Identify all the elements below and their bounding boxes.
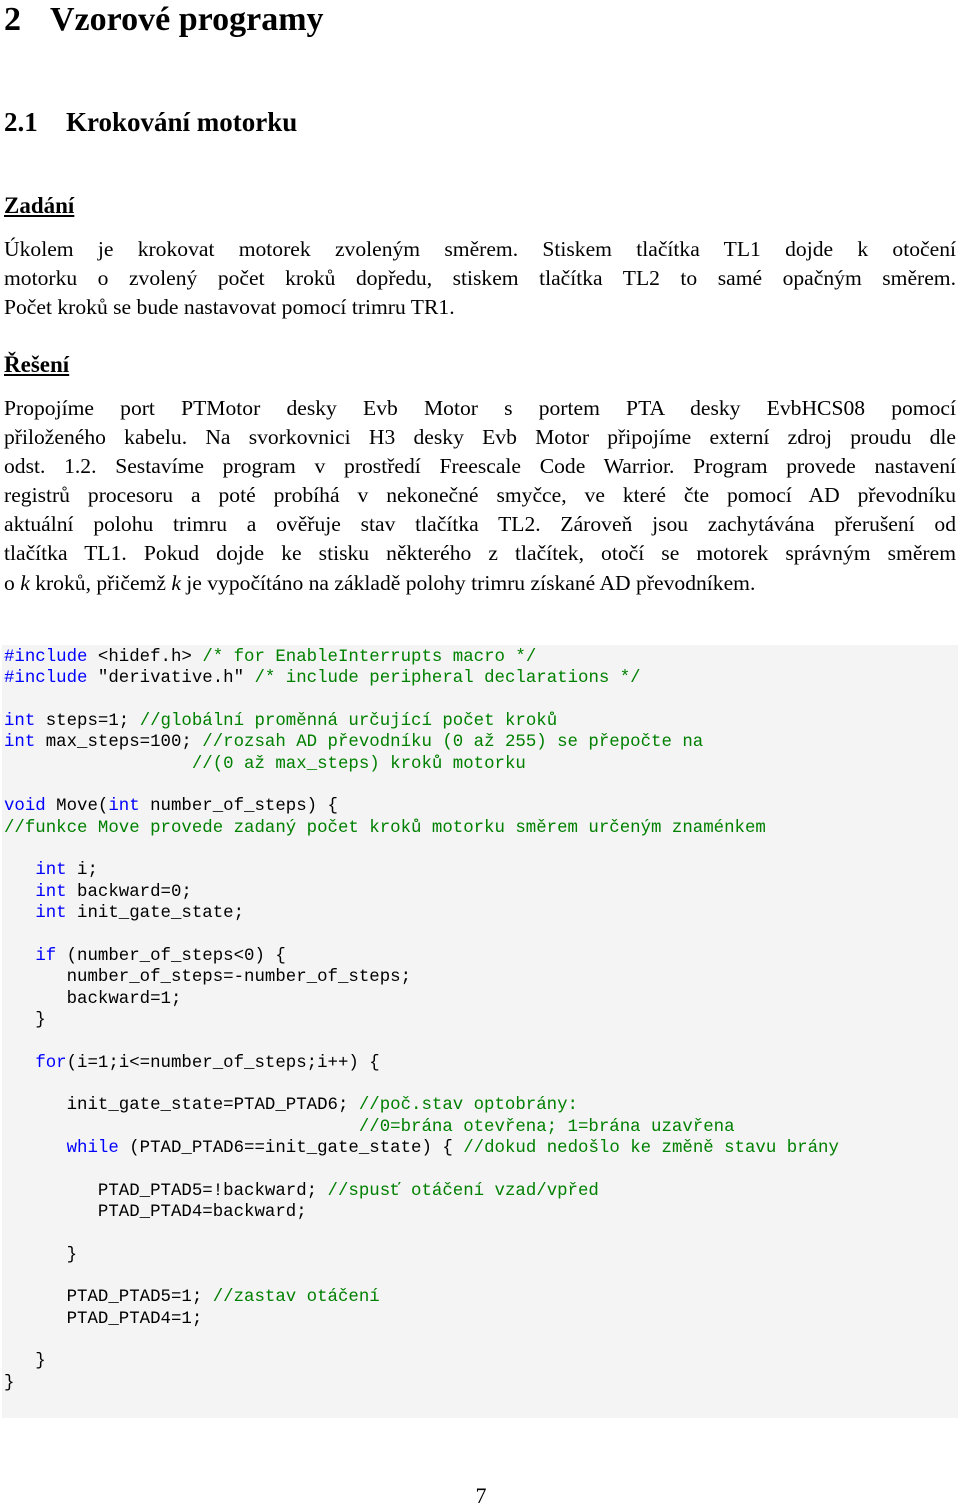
code-line [4,818,839,839]
code-line [4,647,839,668]
code-keyword: int [35,904,67,924]
chapter-number: 2 [4,1,21,38]
code-line [4,1181,839,1202]
code-listing [4,647,839,1394]
code-comment: //0=brána otevřena; 1=brána uzavřena [358,1117,735,1137]
code-line [4,1330,839,1351]
code-line [4,690,839,711]
code-keyword: int [108,797,140,817]
code-comment: //funkce Move provede zadaný počet kroků motorku směrem určeným znaménkem [4,818,766,838]
code-keyword: for [35,1053,67,1073]
code-comment: //dokud nedošlo ke změně stavu brány [463,1138,839,1158]
solution-line: aktuální polohu trimru a ověřuje stav tlačítka TL2. Zároveň jsou zachytávána přerušení od [4,512,956,537]
code-line [4,1095,839,1116]
code-text: backward=0; [66,882,192,902]
code-keyword: void [4,797,46,817]
solution-text: je vypočítáno na základě polohy trimru získané AD převodníkem. [180,570,756,595]
assignment-line: Úkolem je krokovat motorek zvoleným směrem. Stiskem tlačítka TL1 dojde k otočení [4,237,956,261]
code-text: PTAD_PTAD4=1; [4,1309,203,1329]
assignment-line: Počet kroků se bude nastavovat pomocí trimru TR1. [4,295,455,320]
solution-line: Propojíme port PTMotor desky Evb Motor s portem PTA desky EvbHCS08 pomocí [4,396,956,420]
solution-text: kroků, přičemž [29,570,172,595]
section-number: 2.1 [4,107,38,137]
code-keyword: #include [4,669,88,689]
solution-line: tlačítka TL1. Pokud dojde ke stisku některého z tlačítek, otočí se motorek správným směrem [4,541,956,566]
code-line [4,1245,839,1266]
code-line [4,1031,839,1052]
code-text [4,1139,67,1158]
code-line [4,732,839,753]
page-number: 7 [475,1483,487,1508]
code-line [4,668,839,689]
variable-k: k [20,570,30,595]
code-text [4,1118,359,1137]
code-line [4,796,839,817]
code-comment: //spusť otáčení vzad/vpřed [327,1181,599,1201]
code-text: max_steps=100; [35,733,203,753]
solution-heading: Řešení [4,352,70,377]
code-line [4,1287,839,1308]
code-line [4,1010,839,1031]
code-text [4,1054,35,1073]
code-line [4,1351,839,1372]
code-comment: //globální proměnná určující počet kroků [139,712,558,732]
code-keyword: int [35,861,67,881]
code-text: (i=1;i<=number_of_steps;i++) { [66,1053,380,1073]
code-text: init_gate_state=PTAD_PTAD6; [4,1096,359,1116]
code-line [4,1373,839,1394]
code-text: } [4,1352,46,1372]
code-text: } [4,1373,15,1393]
code-line [4,924,839,945]
code-text: } [4,1245,78,1265]
code-text: backward=1; [4,989,182,1009]
solution-text: o [4,570,21,595]
solution-line: přiloženého kabelu. Na svorkovnici H3 desky Evb Motor připojíme externí zdroj proudu dle [4,425,956,450]
code-text: number_of_steps) { [139,797,338,817]
assignment-line: motorku o zvolený počet kroků dopředu, stiskem tlačítka TL2 to samé opačným směrem. [4,266,956,291]
solution-line: registrů procesoru a poté probíhá v nekonečné smyčce, ve které čte pomocí AD převodníku [4,483,956,508]
code-text: "derivative.h" [87,669,255,689]
chapter-title: Vzorové programy [50,1,324,38]
code-line [4,989,839,1010]
code-line [4,711,839,732]
code-text [4,755,192,774]
code-keyword: int [4,733,36,753]
code-line [4,1309,839,1330]
code-line [4,1223,839,1244]
code-text: init_gate_state; [66,904,245,924]
section-heading [4,104,297,140]
code-line [4,1202,839,1223]
code-keyword: int [4,712,36,732]
code-line [4,903,839,924]
variable-k: k [171,570,181,595]
code-line [4,1138,839,1159]
code-comment: //rozsah AD převodníku (0 až 255) se přepočte na [202,733,704,753]
code-comment: /* include peripheral declarations */ [254,669,641,689]
code-line [4,1159,839,1180]
code-text [4,861,35,880]
code-keyword: while [66,1138,119,1158]
code-line [4,1053,839,1074]
code-text: <hidef.h> [87,648,203,667]
code-text: i; [66,861,98,881]
assignment-heading: Zadání [4,193,75,218]
code-keyword: #include [4,648,88,667]
assignment-paragraph [4,235,956,322]
code-text: number_of_steps=-number_of_steps; [4,968,412,988]
code-comment: //(0 až max_steps) kroků motorku [191,754,526,774]
code-line [4,882,839,903]
code-keyword: if [35,946,57,966]
code-comment: //poč.stav optobrány: [358,1096,578,1116]
code-text: steps=1; [35,712,140,732]
code-line [4,967,839,988]
code-keyword: int [35,882,67,902]
code-comment: /* for EnableInterrupts macro */ [202,648,537,667]
code-line [4,775,839,796]
solution-line-last [4,569,956,598]
code-line [4,946,839,967]
code-text: (PTAD_PTAD6==init_gate_state) { [118,1138,464,1158]
code-line [4,754,839,775]
code-text: PTAD_PTAD5=!backward; [4,1181,328,1201]
code-text [4,904,35,923]
solution-line: odst. 1.2. Sestavíme program v prostředí Freescale Code Warrior. Program provede nastavení [4,454,956,479]
code-line [4,1117,839,1138]
code-text: } [4,1010,46,1030]
chapter-heading [4,0,324,40]
code-text [4,883,35,902]
code-text [4,947,35,966]
code-line [4,839,839,860]
section-title: Krokování motorku [66,107,298,137]
code-text: PTAD_PTAD4=backward; [4,1202,307,1222]
code-line [4,1074,839,1095]
code-line [4,1266,839,1287]
code-text: PTAD_PTAD5=1; [4,1288,213,1308]
solution-paragraph [4,394,956,598]
code-text: (number_of_steps<0) { [56,946,286,966]
code-text: Move( [45,797,109,817]
code-line [4,860,839,881]
code-comment: //zastav otáčení [212,1288,380,1308]
